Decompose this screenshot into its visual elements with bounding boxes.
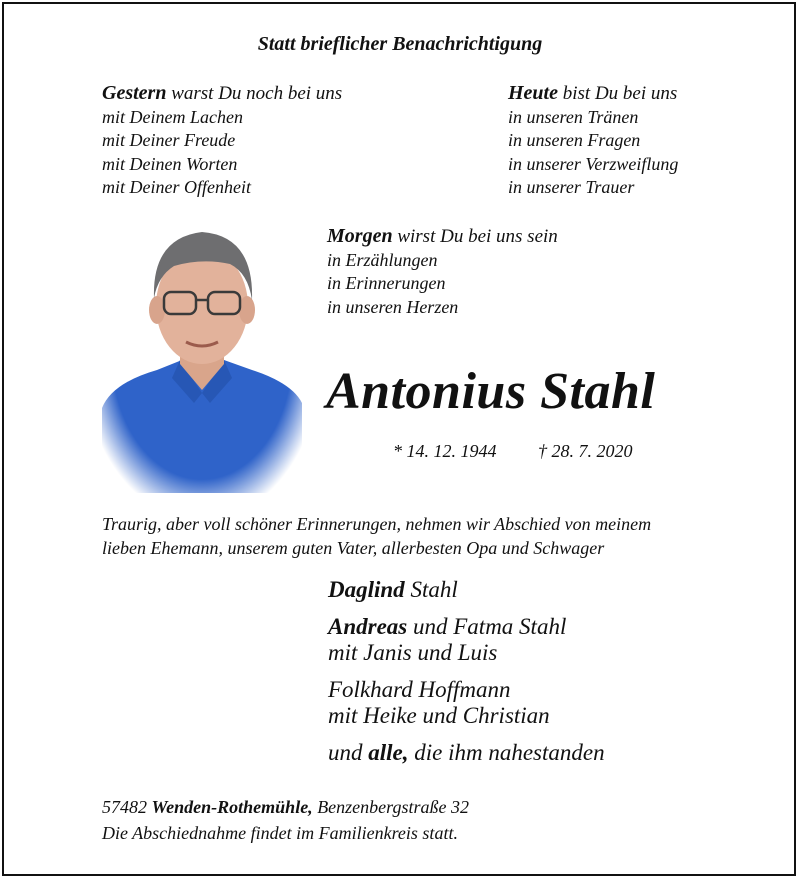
header-title: Statt brieflicher Benachrichtigung	[257, 33, 543, 55]
farewell-notice: Die Abschiednahme findet im Familienkreis statt.	[102, 823, 458, 843]
closing-bold: alle,	[368, 740, 409, 765]
mourner-first-name: Andreas	[328, 614, 408, 639]
poem-line: mit Deinen Worten	[102, 153, 238, 174]
poem-line: in unserer Trauer	[508, 177, 635, 197]
address-street: Benzenbergstraße 32	[317, 797, 469, 817]
death-date: † 28. 7. 2020	[538, 441, 633, 461]
deceased-name: Antonius Stahl	[326, 363, 656, 420]
intro-text	[102, 512, 651, 560]
poem-line: mit Deiner Offenheit	[102, 177, 251, 197]
poem-line: mit Deiner Freude	[102, 130, 236, 150]
mourner-children: mit Heike und Christian	[328, 703, 550, 728]
poem-today-first-line	[508, 82, 678, 106]
mourner-wife	[328, 577, 458, 603]
poem-keyword: Heute	[508, 82, 558, 104]
mourner-name: Folkhard Hoffmann	[328, 677, 511, 702]
closing-post: die ihm nahestanden	[414, 740, 605, 765]
address-zip: 57482	[102, 797, 147, 817]
address-line	[102, 795, 469, 819]
poem-line: in unserer Verzweiflung	[508, 153, 679, 174]
poem-line: in Erzählungen	[327, 249, 438, 270]
mourner-last-name: Stahl	[410, 577, 458, 602]
poem-keyword: Gestern	[102, 82, 167, 104]
mourner-rest: und Fatma Stahl	[413, 614, 567, 639]
birth-date: * 14. 12. 1944	[393, 441, 497, 461]
poem-line: wirst Du bei uns sein	[397, 226, 558, 247]
intro-line: lieben Ehemann, unserem guten Vater, allerbesten Opa und Schwager	[102, 538, 605, 558]
mourner-children: mit Janis und Luis	[328, 640, 498, 665]
poem-tomorrow-first-line	[327, 225, 558, 249]
poem-tomorrow	[327, 225, 558, 319]
portrait-photo	[102, 218, 302, 493]
poem-line: mit Deinem Lachen	[102, 106, 243, 127]
poem-line: in unseren Fragen	[508, 130, 641, 150]
intro-line: Traurig, aber voll schöner Erinnerungen, nehmen wir Abschied von meinem	[102, 514, 652, 534]
poem-line: in Erinnerungen	[327, 273, 446, 293]
portrait-illustration	[102, 218, 302, 493]
poem-keyword: Morgen	[327, 225, 393, 247]
poem-line: in unseren Tränen	[508, 106, 639, 127]
poem-line: in unseren Herzen	[327, 296, 459, 317]
closing-pre: und	[328, 740, 363, 765]
mourner-relative	[328, 677, 550, 729]
mourner-closing	[328, 740, 605, 766]
poem-yesterday	[102, 82, 342, 200]
address-town: Wenden-Rothemühle,	[151, 797, 313, 817]
mourner-first-name: Daglind	[328, 577, 405, 602]
mourner-son	[328, 614, 566, 666]
poem-today	[508, 82, 678, 200]
poem-line: bist Du bei uns	[562, 83, 678, 104]
poem-yesterday-first-line	[102, 82, 342, 106]
poem-line: warst Du noch bei uns	[171, 83, 343, 104]
